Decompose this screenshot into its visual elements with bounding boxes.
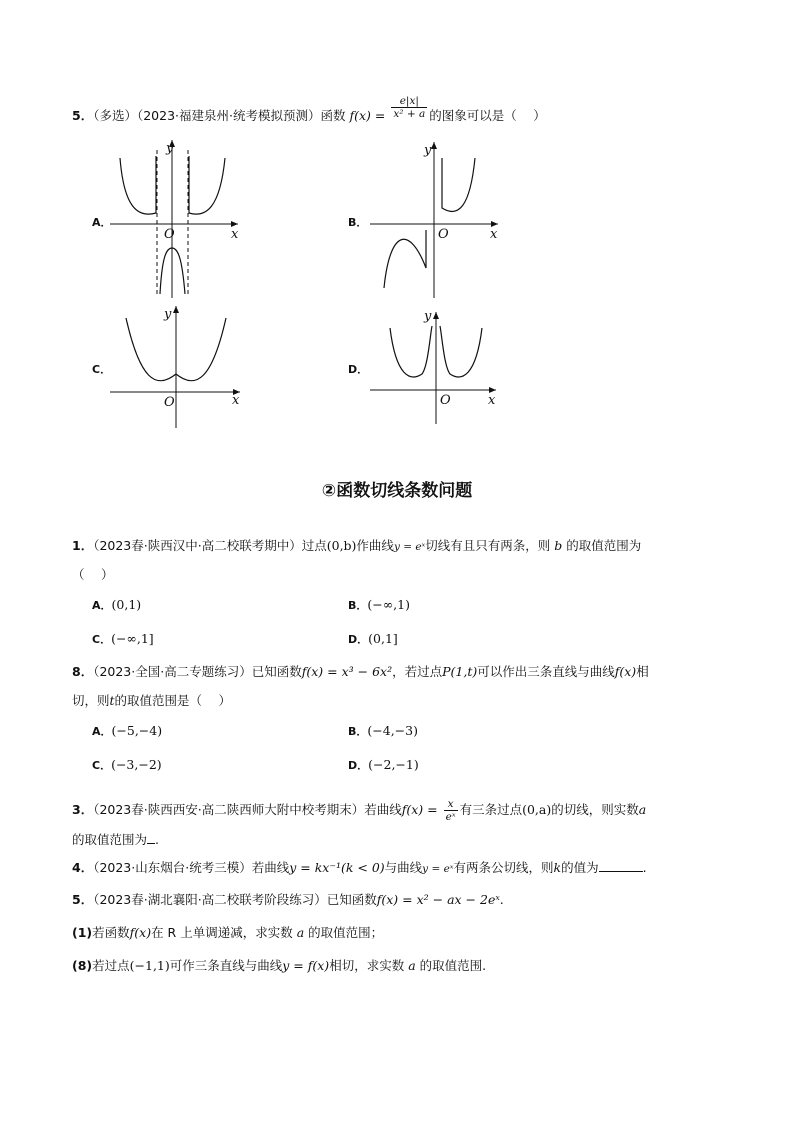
question-number: 8． — [72, 664, 94, 679]
q8-option-a[interactable]: A．(−5,−4) — [92, 723, 163, 738]
question-5b-part-1: (1)若函数f(x)在 R 上单调递减，求实数 a 的取值范围； — [72, 925, 384, 940]
q1-option-c[interactable]: C．(−∞,1] — [92, 631, 154, 646]
graph-a-y-label: y — [166, 141, 174, 156]
question-source: （2023春·陕西汉中·高二校联考期中） — [93, 538, 302, 553]
question-3-stem-line2: 的取值范围为 . — [72, 832, 159, 847]
graph-c-x-label: x — [232, 393, 240, 408]
graph-c-y-label: y — [164, 307, 172, 322]
graph-b-label: B． — [348, 216, 368, 229]
question-1-paren: （ ） — [72, 567, 114, 582]
graph-c — [110, 300, 250, 430]
graph-a-label: A． — [92, 216, 112, 229]
graph-b-origin: O — [438, 227, 449, 242]
graph-d — [370, 306, 510, 426]
question-source: （2023·山东烟台·统考三模） — [93, 860, 252, 875]
question-number: 4． — [72, 860, 94, 875]
question-source: （2023·全国·高二专题练习） — [93, 664, 252, 679]
question-source: （2023春·陕西西安·高二陕西师大附中校考期末） — [93, 802, 365, 817]
question-5-graph-stem: 5．（多选）（2023·福建泉州·统考模拟预测）函数 f(x) = $\frac{e|x|}{\text{x² + a}}$ 的图象可以是（ ） — [72, 95, 546, 123]
question-number: 3． — [72, 802, 94, 817]
q1-option-a[interactable]: A．(0,1) — [92, 597, 142, 612]
question-number: 5． — [72, 108, 94, 123]
graph-b-x-label: x — [490, 227, 498, 242]
graph-d-label: D． — [348, 363, 369, 376]
graph-d-origin: O — [440, 393, 451, 408]
graph-c-origin: O — [164, 395, 175, 410]
question-number: 5． — [72, 892, 94, 907]
graph-b-y-label: y — [424, 143, 432, 158]
q8-option-c[interactable]: C．(−3,−2) — [92, 757, 162, 772]
fraction: $\frac{e|x|}{\text{x² + a}}$ — [393, 95, 426, 120]
q8-option-d[interactable]: D．(−2,−1) — [348, 757, 419, 772]
q8-option-b[interactable]: B．(−4,−3) — [348, 723, 418, 738]
question-source: （2023春·湖北襄阳·高二校联考阶段练习） — [93, 892, 327, 907]
question-5b-part-2: (8)若过点(−1,1)可作三条直线与曲线y = f(x)相切，求实数 a 的取值范围. — [72, 958, 487, 973]
graph-b — [370, 138, 510, 298]
question-number: 1． — [72, 538, 94, 553]
q1-option-b[interactable]: B．(−∞,1) — [348, 597, 410, 612]
question-5b-stem: 5．（2023春·湖北襄阳·高二校联考阶段练习）已知函数f(x) = x² − ax − 2eˣ. — [72, 892, 504, 907]
graph-c-label: C． — [92, 363, 112, 376]
graph-a-origin: O — [164, 227, 175, 242]
question-4-stem: 4．（2023·山东烟台·统考三模）若曲线y = kx⁻¹(k < 0)与曲线y = eˣ有两条公切线，则k的值为 . — [72, 860, 647, 875]
question-tag: （多选） — [93, 108, 137, 123]
question-8-stem-line2: 切，则t的取值范围是（ ） — [72, 693, 232, 708]
question-1-stem: 1．（2023春·陕西汉中·高二校联考期中）过点(0,b)作曲线y = eˣ切线有且只有两条，则 b 的取值范围为 — [72, 538, 642, 553]
graph-a — [110, 138, 250, 298]
graph-d-x-label: x — [488, 393, 496, 408]
answer-blank[interactable] — [599, 860, 643, 872]
graph-a-x-label: x — [231, 227, 239, 242]
fraction: $\frac{x}{\text{eˣ}}$ — [445, 798, 456, 823]
answer-blank[interactable] — [147, 832, 155, 844]
question-8-stem: 8．（2023·全国·高二专题练习）已知函数f(x) = x³ − 6x²，若过点P(1,t)可以作出三条直线与曲线f(x)相 — [72, 664, 649, 679]
graph-d-y-label: y — [424, 309, 432, 324]
question-3-stem: 3．（2023春·陕西西安·高二陕西师大附中校考期末）若曲线f(x) = $\frac{x}{\text{eˣ}}$ 有三条过点(0,a)的切线，则实数a — [72, 798, 647, 823]
question-source: （2023·福建泉州·统考模拟预测） — [136, 108, 321, 123]
q1-option-d[interactable]: D．(0,1] — [348, 631, 398, 646]
section-title: ②函数切线条数问题 — [321, 481, 473, 501]
function-expression: f(x) = — [349, 108, 386, 123]
